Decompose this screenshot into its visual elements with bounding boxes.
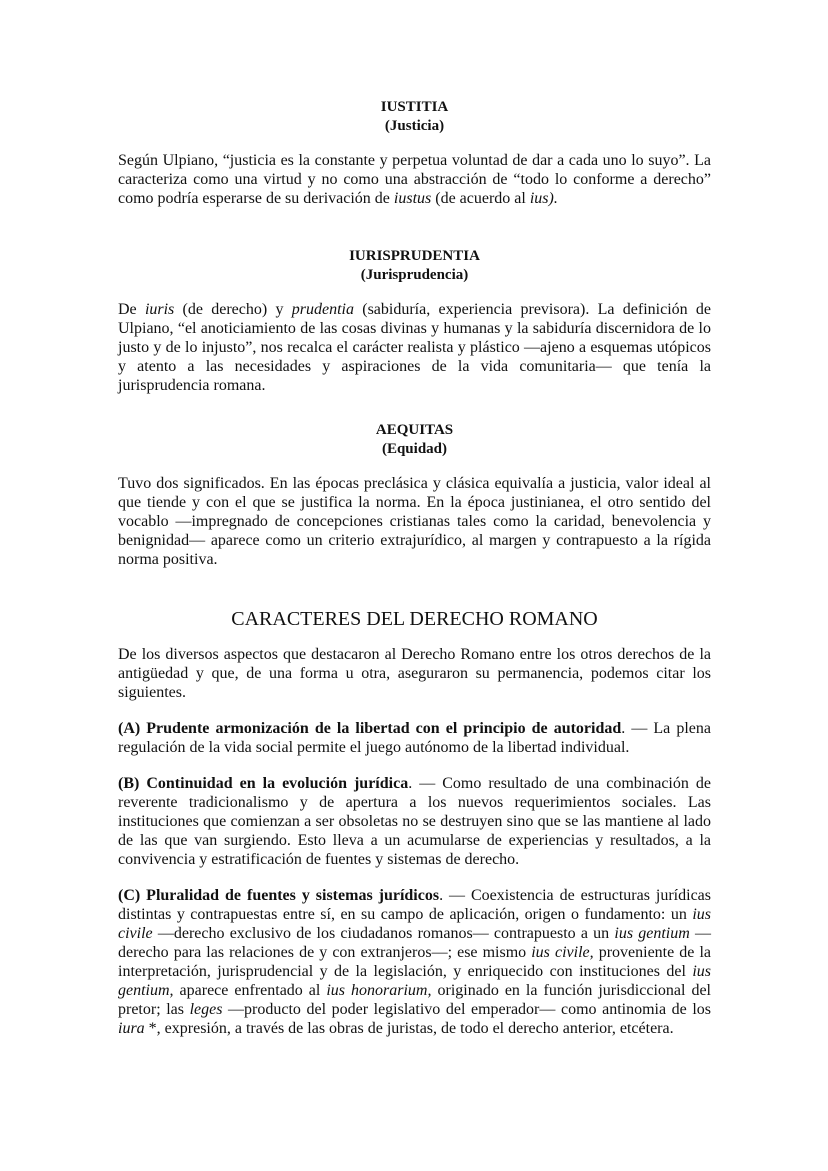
text-run: —producto del poder legislativo del emperador— como antinomia de los <box>222 1001 711 1018</box>
text-run: —derecho para las relaciones de y con extranjeros—; ese mismo <box>118 925 712 961</box>
text-run: *, expresión, a través de las obras de juristas, de todo el derecho anterior, etcétera. <box>144 1020 674 1037</box>
section-iurisprudentia <box>118 247 711 395</box>
chapter-paragraph <box>118 645 711 702</box>
italic-term: ius civile <box>118 906 711 942</box>
section-subtitle: (Equidad) <box>381 441 448 457</box>
italic-term: iuris <box>144 301 175 318</box>
italic-term: iura <box>118 1020 145 1037</box>
italic-term: ius). <box>529 190 558 207</box>
section-subtitle: (Jurisprudencia) <box>360 267 469 283</box>
text-run: (sabiduría, experiencia previsora). La definición de Ulpiano, “el anoticiamiento de las cosas divinas y humanas y la sabiduría discernidora de lo justo y de lo injusto”, nos recalca el carácter realista y plástico —ajeno a esquemas utópicos y atento a las necesidades y aspiraciones de la vida comunitaria— que tenía la jurisprudencia romana. <box>118 301 712 394</box>
text-run: . — La plena regulación de la vida social permite el juego autónomo de la libertad individual. <box>118 720 711 756</box>
section-title: IURISPRUDENTIA <box>349 248 480 264</box>
section-subtitle: (Justicia) <box>384 118 445 134</box>
chapter-title: CARACTERES DEL DERECHO ROMANO <box>231 608 598 630</box>
text-run: . — Coexistencia de estructuras jurídicas distintas y contrapuestas entre sí, en su campo de aplicación, origen o fundamento: un <box>118 887 712 923</box>
chapter-paragraph <box>118 774 711 869</box>
bold-lead: (B) Continuidad en la evolución jurídica <box>118 775 409 792</box>
text-run: . — Como resultado de una combinación de reverente tradicionalismo y de apertura a los nuevos requerimientos sociales. Las instituciones que comienzan a ser obsoletas no se destruyen sino que se las mantiene al lado de las que van surgiendo. Esto lleva a un acumularse de experiencias y resultados, a la convivencia y estratificación de fuentes y sistemas de derecho. <box>118 775 711 868</box>
text-run: (de derecho) y <box>174 301 292 318</box>
section-body <box>118 474 711 569</box>
text-run: Según Ulpiano, “justicia es la constante y perpetua voluntad de dar a cada uno lo suyo”. La caracteriza como una virtud y no como una abstracción de “todo lo conforme a derecho” como podría esperarse de su derivación de <box>118 152 711 207</box>
italic-term: leges <box>189 1001 223 1018</box>
italic-term: prudentia <box>291 301 354 318</box>
section-aequitas <box>118 421 711 569</box>
italic-term: ius civile, <box>531 944 594 961</box>
section-title: AEQUITAS <box>375 422 454 438</box>
chapter-paragraph <box>118 886 711 1038</box>
bold-lead: (C) Pluralidad de fuentes y sistemas jurídicos <box>118 887 440 904</box>
text-run: originado en la función jurisdiccional del pretor; las <box>118 982 712 1018</box>
text-run: (de acuerdo al <box>431 190 530 207</box>
section-iustitia <box>118 98 711 208</box>
italic-term: ius honorarium, <box>326 982 432 999</box>
text-run: De <box>118 301 145 318</box>
italic-term: ius gentium <box>614 925 690 942</box>
text-run: —derecho exclusivo de los ciudadanos romanos— contrapuesto a un <box>152 925 615 942</box>
section-body <box>118 151 711 208</box>
section-body <box>118 300 711 395</box>
text-run: Tuvo dos significados. En las épocas preclásica y clásica equivalía a justicia, valor ideal al que tiende y con el que se justifica la norma. En la época justinianea, el otro sentido del vocablo —impregnado de concepciones cristianas tales como la caridad, benevolencia y benignidad— aparece como un criterio extrajurídico, al margen y contrapuesto a la rígida norma positiva. <box>118 475 711 568</box>
chapter-paragraph <box>118 719 711 757</box>
document-page <box>118 98 711 1038</box>
text-run: De los diversos aspectos que destacaron al Derecho Romano entre los otros derechos de la antigüedad y que, de una forma u otra, aseguraron su permanencia, podemos citar los siguientes. <box>118 646 711 701</box>
section-title: IUSTITIA <box>380 99 449 115</box>
text-run: proveniente de la interpretación, jurisprudencial y de la legislación, y enriquecido con instituciones del <box>118 944 712 980</box>
italic-term: ius gentium, <box>118 963 711 999</box>
italic-term: iustus <box>393 190 432 207</box>
bold-lead: (A) Prudente armonización de la libertad con el principio de autoridad <box>118 720 622 737</box>
text-run: aparece enfrentado al <box>173 982 327 999</box>
